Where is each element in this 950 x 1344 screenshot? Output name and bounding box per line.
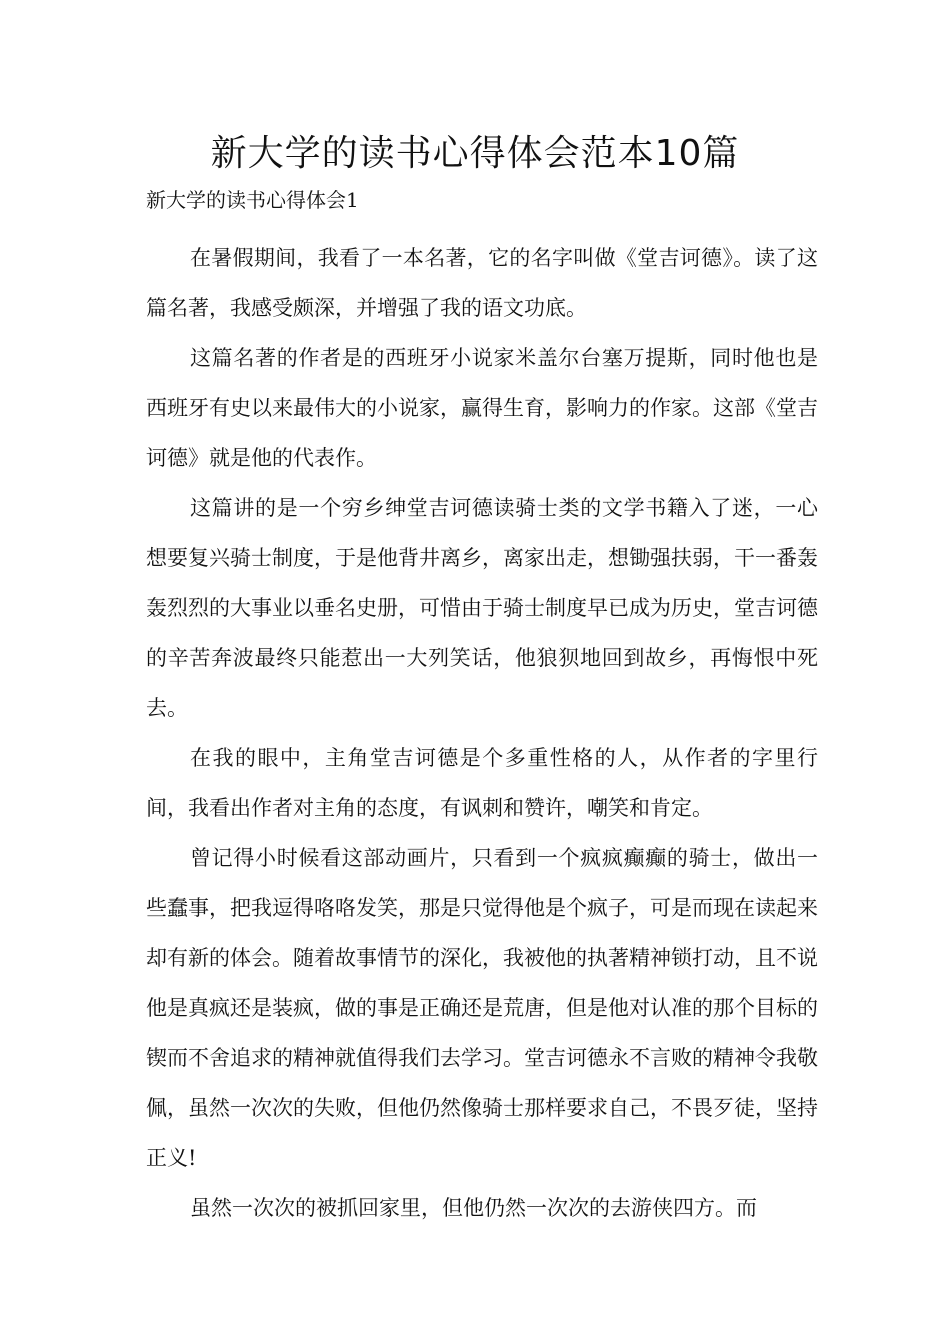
paragraph-6: 虽然一次次的被抓回家里，但他仍然一次次的去游侠四方。而 xyxy=(190,1196,757,1220)
document-title: 新大学的读书心得体会范本10篇 xyxy=(210,133,740,174)
paragraph-2: 这篇名著的作者是的西班牙小说家米盖尔台塞万提斯，同时他也是西班牙有史以来最伟大的小说家，赢得生育，影响力的作家。这部《堂吉诃德》就是他的代表作。 xyxy=(146,346,818,470)
paragraph-3: 这篇讲的是一个穷乡绅堂吉诃德读骑士类的文学书籍入了迷，一心想要复兴骑士制度，于是他背井离乡，离家出走，想锄强扶弱，干一番轰轰烈烈的大事业以垂名史册，可惜由于骑士制度早已成为历史，堂吉诃德的辛苦奔波最终只能惹出一大列笑话，他狼狈地回到故乡，再悔恨中死去。 xyxy=(146,496,818,720)
section-heading: 新大学的读书心得体会1 xyxy=(146,188,359,212)
paragraph-4: 在我的眼中，主角堂吉诃德是个多重性格的人，从作者的字里行间，我看出作者对主角的态度，有讽刺和赞许，嘲笑和肯定。 xyxy=(146,746,818,820)
paragraph-1: 在暑假期间，我看了一本名著，它的名字叫做《堂吉诃德》。读了这篇名著，我感受颇深，并增强了我的语文功底。 xyxy=(146,246,818,320)
paragraph-5: 曾记得小时候看这部动画片，只看到一个疯疯癫癫的骑士，做出一些蠢事，把我逗得咯咯发笑，那是只觉得他是个疯子，可是而现在读起来却有新的体会。随着故事情节的深化，我被他的执著精神锁打动，且不说他是真疯还是装疯，做的事是正确还是荒唐，但是他对认准的那个目标的锲而不舍追求的精神就值得我们去学习。堂吉诃德永不言败的精神令我敬佩，虽然一次次的失败，但他仍然像骑士那样要求自己，不畏歹徒，坚持正义! xyxy=(146,846,818,1170)
document-body xyxy=(146,233,818,1233)
